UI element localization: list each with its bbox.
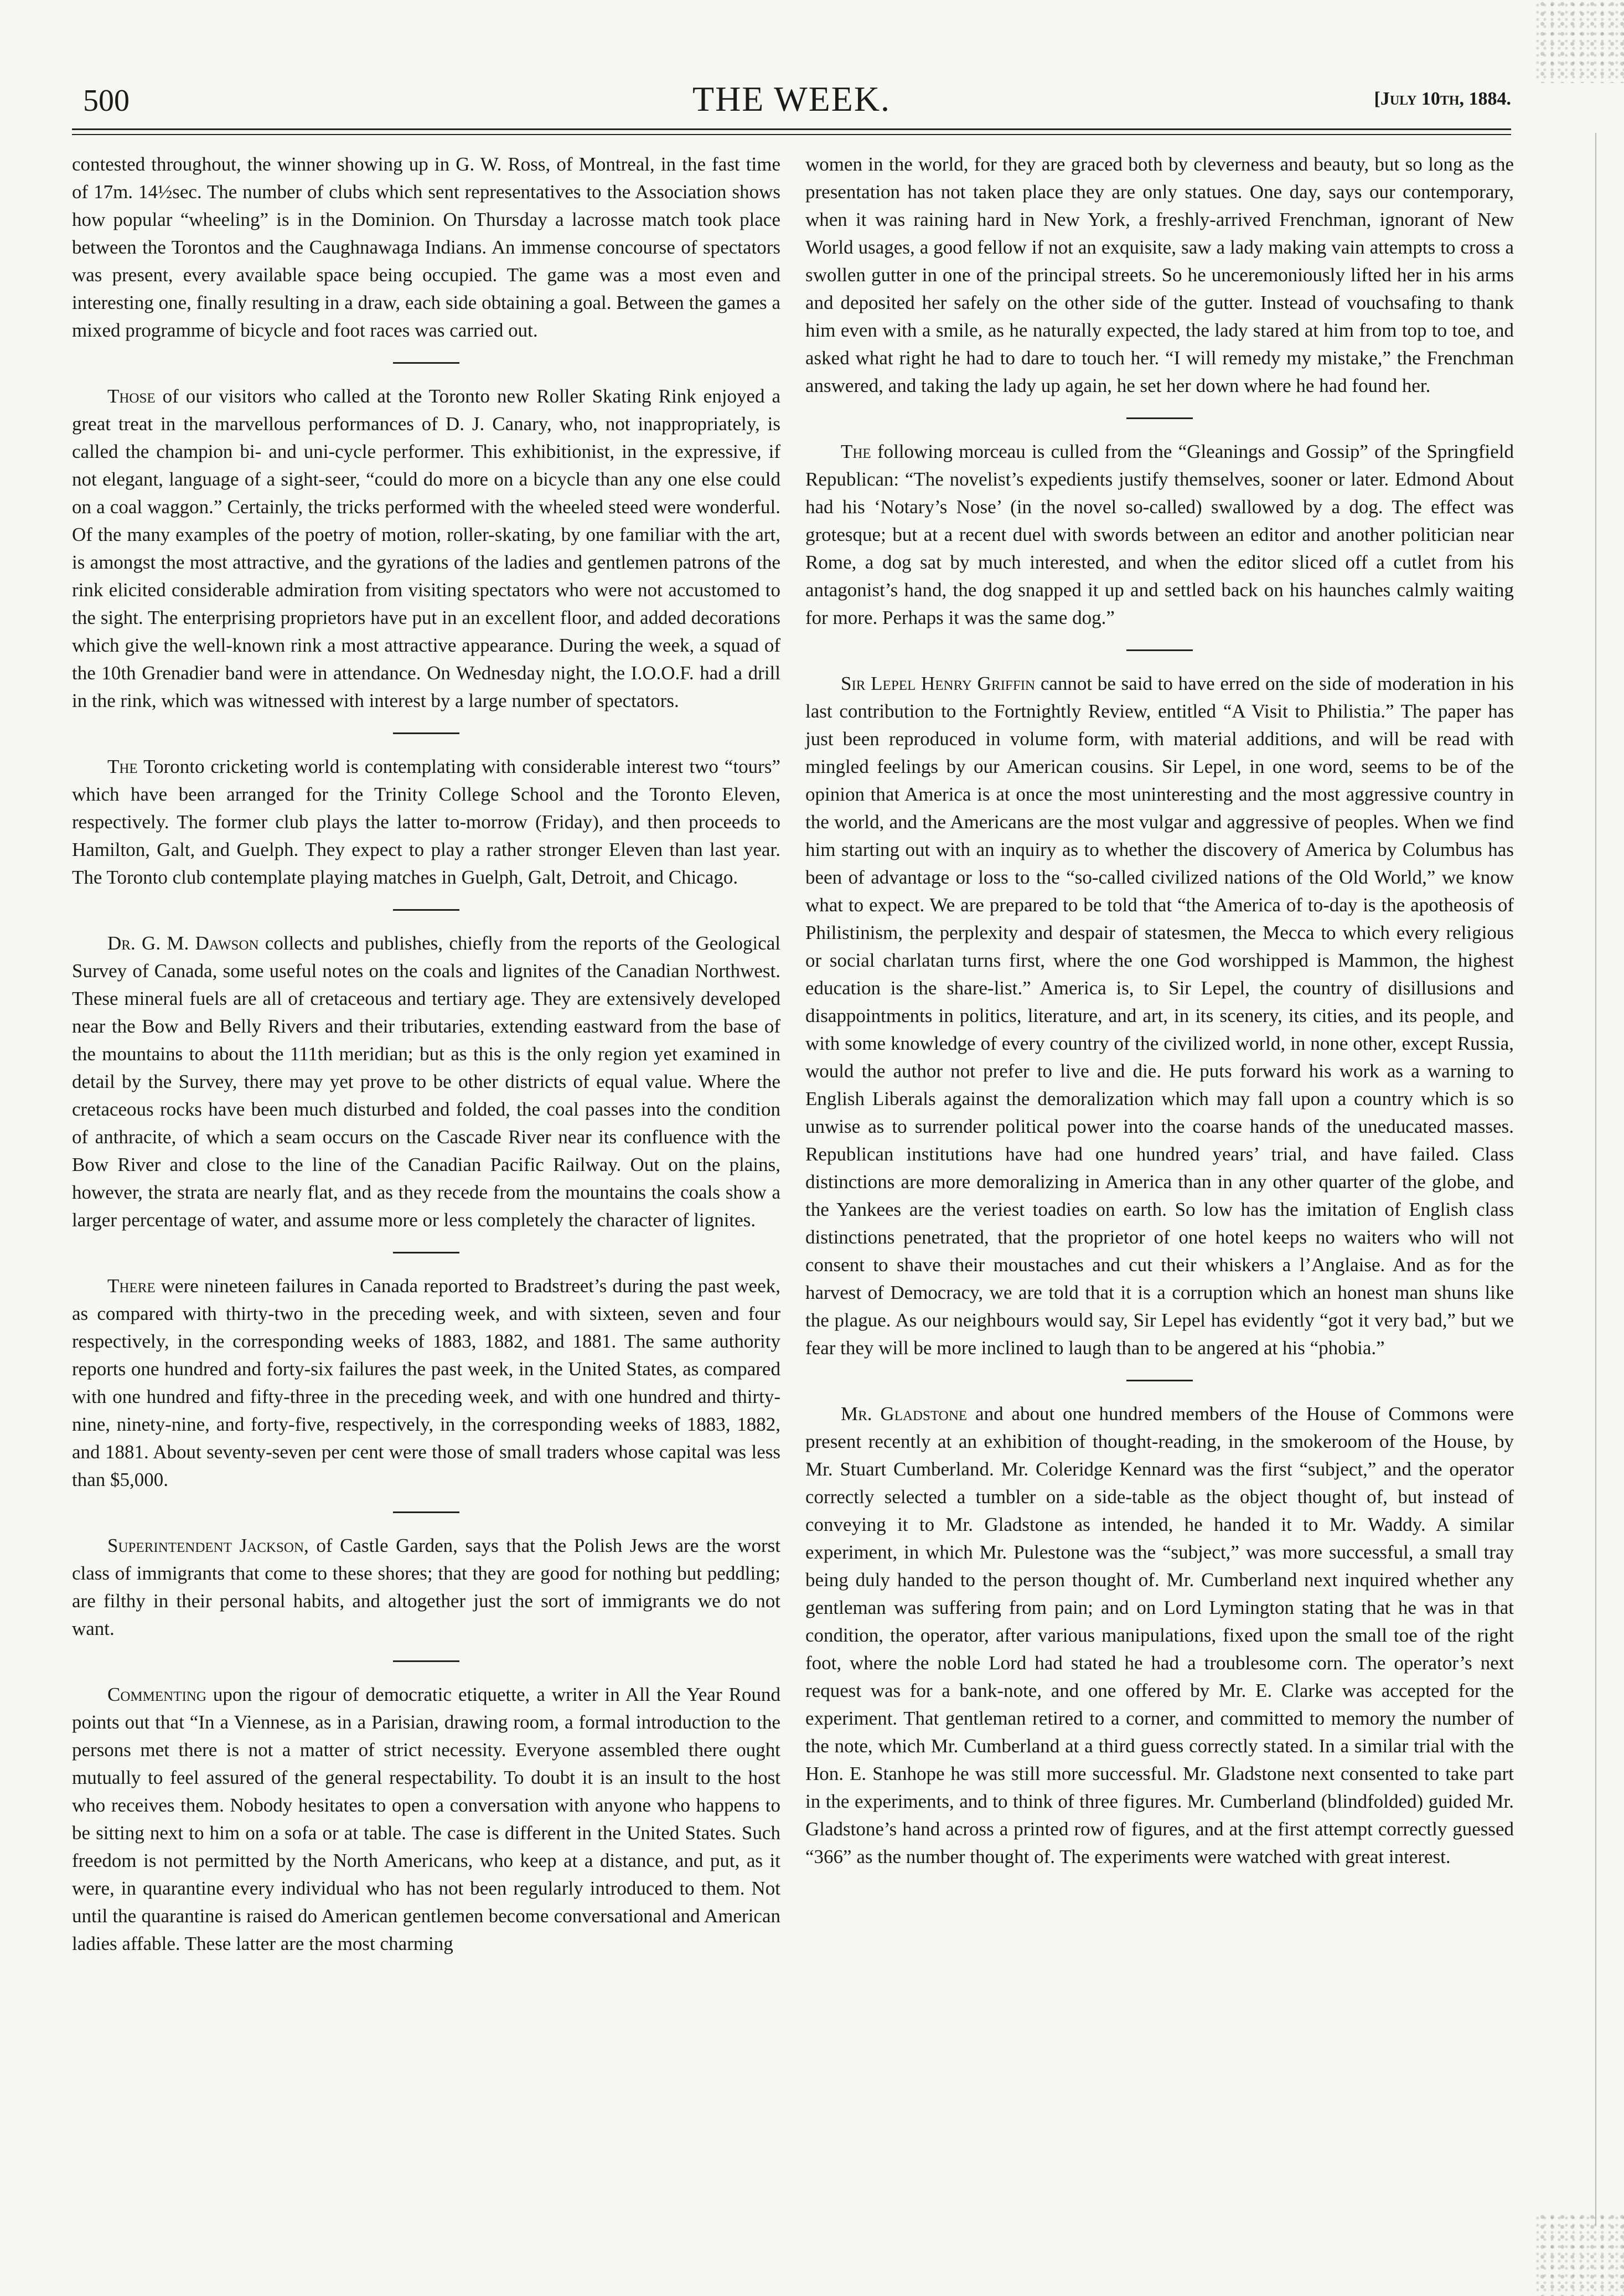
- separator-rule: [393, 1660, 459, 1662]
- separator-rule: [393, 909, 459, 911]
- scan-noise-bottom: [1535, 2213, 1624, 2296]
- paragraph-text: and about one hundred members of the House of Commons were present recently at an exhibition of thought-reading, in the smokeroom of the House, by Mr. Stuart Cumberland. Mr. Coleridge Kennard was the first “subject,” and the operator correctly selected a tumbler on a side-table as the object thought of, but instead of conveying it to Mr. Gladstone as intended, he handed it to Mr. Waddy. A similar experiment, in which Mr. Pulestone was the “subject,” was more successful, a small tray being duly handed to the person thought of. Mr. Cumberland next inquired whether any gentleman was suffering from pain; and on Lord Lymington stating that he was in that condition, the operator, after various manipulations, fixed upon the small toe of the right foot, where the noble Lord had stated he had a troublesome corn. The operator’s next request was for a bank-note, and one offered by Mr. E. Clarke was accepted for the experiment. That gentleman retired to a corner, and committed to memory the number of the note, which Mr. Cumberland at a third guess correctly stated. In a similar trial with the Hon. E. Stanhope he was still more successful. Mr. Gladstone next consented to take part in the experiments, and to think of three figures. Mr. Cumberland (blindfolded) guided Mr. Gladstone’s hand across a printed row of figures, and at the first attempt correctly guessed “366” as the number thought of. The experiments were watched with great interest.: [805, 1403, 1514, 1867]
- paragraph-wheeling-continued: contested throughout, the winner showing up in G. W. Ross, of Montreal, in the fast time of 17m. 14½sec. The number of clubs which sent representatives to the Association shows how popular “wheeling” is in the Dominion. On Thursday a lacrosse match took place between the Torontos and the Caughnawaga Indians. An immense concourse of spectators was present, every available space being occupied. The game was a most even and interesting one, finally resulting in a draw, each side obtaining a goal. Between the games a mixed programme of bicycle and foot races was carried out.: [72, 153, 780, 341]
- lead-word: The: [107, 756, 138, 777]
- page-number: 500: [83, 84, 130, 118]
- separator-rule: [393, 732, 459, 734]
- paragraph-etiquette-continued: women in the world, for they are graced both by cleverness and beauty, but so long as the presentation has not taken place they are only statues. One day, says our contemporary, when it was raining hard in New York, a freshly-arrived Frenchman, ignorant of New World usages, a good fellow if not an exquisite, saw a lady making vain attempts to cross a swollen gutter in one of the principal streets. So he unceremoniously lifted her in his arms and deposited her safely on the other side of the gutter. Instead of vouchsafing to thank him even with a smile, as he naturally expected, the lady stared at him from top to toe, and asked what right he had to dare to touch her. “I will remedy my mistake,” the Frenchman answered, and taking the lady up again, he set her down where he had found her.: [805, 153, 1514, 396]
- paragraph-text: Toronto cricketing world is contemplating with considerable interest two “tours” which have been arranged for the Trinity College School and the Toronto Eleven, respectively. The former club plays the latter to-morrow (Friday), and then proceeds to Hamilton, Galt, and Guelph. They expect to play a rather stronger Eleven than last year. The Toronto club contemplate playing matches in Guelph, Galt, Detroit, and Chicago.: [72, 756, 780, 888]
- scan-noise-top: [1535, 0, 1624, 83]
- paragraph-dawson: [72, 930, 780, 1234]
- lead-word: Superintendent Jackson,: [107, 1535, 309, 1556]
- separator-rule: [393, 1511, 459, 1513]
- lead-word: Commenting: [107, 1684, 206, 1705]
- lead-word: Dr. G. M. Dawson: [107, 932, 259, 954]
- paragraph-text: cannot be said to have erred on the side of moderation in his last contribution to the Fortnightly Review, entitled “A Visit to Philistia.” The paper has just been reproduced in volume form, with material additions, and will be read with mingled feelings by our American cousins. Sir Lepel, in one word, seems to be of the opinion that America is at once the most uninteresting and the most aggressive country in the world, and the Americans are the most vulgar and aggressive of peoples. When we find him starting out with an inquiry as to whether the discovery of America by Columbus has been of advantage or loss to the “so-called civilized nations of the Old World,” we know what to expect. We are prepared to be told that “the America of to-day is the apotheosis of Philistinism, the perplexity and despair of statesmen, the Mecca to which every religious or social charlatan turns first, where the one God worshipped is Mammon, the highest education is the share-list.” America is, to Sir Lepel, the country of disillusions and disappointments in politics, literature, and art, in its scenery, its cities, and its people, and with some knowledge of every country of the civilized world, in none other, except Russia, would the author not prefer to live and die. He puts forward his work as a warning to English Liberals against the demoralization which may fall upon a country which is so unwise as to surrender political power into the coarse hands of the uneducated masses. Republican institutions have had one hundred years’ trial, and have failed. Class distinctions are more demoralizing in America than in any other quarter of the globe, and the Yankees are the veriest toadies on earth. So low has the imitation of English class distinctions penetrated, that the proprietor of one hotel keeps no waiters who will not consent to shave their moustaches and cut their whiskers a l’Anglaise. And as for the harvest of Democracy, we are told that it is a corruption which an honest man shuns like the plague. As our neighbours would say, Sir Lepel has evidently “got it very bad,” but we fear they will be more inclined to laugh than to be angered at his “phobia.”: [805, 673, 1514, 1359]
- paragraph-cricket: [72, 753, 780, 891]
- paragraph-castle-garden: [72, 1532, 780, 1643]
- page-edge: [1595, 133, 1596, 2226]
- separator-rule: [393, 362, 459, 364]
- page-header: [72, 79, 1511, 122]
- paragraph-text: collects and publishes, chiefly from the reports of the Geological Survey of Canada, some useful notes on the coals and lignites of the Canadian Northwest. These mineral fuels are all of cretaceous and tertiary age. They are extensively developed near the Bow and Belly Rivers and their tributaries, extending eastward from the base of the mountains to about the 111th meridian; but as this is the only region yet examined in detail by the Survey, there may yet prove to be other districts of equal value. Where the cretaceous rocks have been much disturbed and folded, the coal passes into the condition of anthracite, of which a seam occurs on the Cascade River near its confluence with the Bow River and close to the line of the Canadian Pacific Railway. Out on the plains, however, the strata are nearly flat, and as they recede from the mountains the coals show a larger percentage of water, and assume more or less completely the character of lignites.: [72, 932, 780, 1231]
- header-rule-thin: [72, 134, 1511, 135]
- lead-word: Mr. Gladstone: [841, 1403, 968, 1425]
- left-column: [72, 151, 780, 1958]
- lead-word: There: [107, 1275, 156, 1297]
- lead-word: Those: [107, 385, 156, 407]
- lead-word: Sir Lepel Henry Griffin: [841, 673, 1036, 694]
- paragraph-roller-rink: [72, 383, 780, 715]
- header-rule: [72, 128, 1511, 130]
- publication-title: THE WEEK.: [692, 79, 891, 118]
- paragraph-text: upon the rigour of democratic etiquette, a writer in All the Year Round points out that “In a Viennese, as in a Parisian, drawing room, a formal introduction to the persons met there is not a matter of strict necessity. Everyone assembled there ought mutually to feel assured of the general respectability. To doubt it is an insult to the host who receives them. Nobody hesitates to open a conversation with anyone who happens to be sitting next to him on a sofa or at table. The case is different in the United States. Such freedom is not permitted by the North Americans, who keep at a distance, and put, as it were, in quarantine every individual who has not been regularly introduced to them. Not until the quarantine is raised do American gentlemen become conversational and American ladies affable. These latter are the most charming: [72, 1684, 780, 1954]
- right-column: [805, 151, 1514, 1871]
- separator-rule: [1126, 1380, 1193, 1381]
- paragraph-failures: [72, 1272, 780, 1494]
- paragraph-text: were nineteen failures in Canada reported to Bradstreet’s during the past week, as compared with thirty-two in the preceding week, and with sixteen, seven and four respectively, in the corresponding weeks of 1883, 1882, and 1881. The same authority reports one hundred and forty-six failures the past week, in the United States, as compared with one hundred and fifty-three in the preceding week, and with one hundred and thirty-nine, ninety-nine, and forty-five, respectively, in the corresponding weeks of 1883, 1882, and 1881. About seventy-seven per cent were those of small traders whose capital was less than $5,000.: [72, 1275, 780, 1490]
- separator-rule: [393, 1252, 459, 1253]
- paragraph-text: of our visitors who called at the Toronto new Roller Skating Rink enjoyed a great treat in the marvellous performances of D. J. Canary, who, not inappropriately, is called the champion bi- and uni-cycle performer. This exhibitionist, in the expressive, if not elegant, language of a sight-seer, “could do more on a bicycle than any one else could on a coal waggon.” Certainly, the tricks performed with the wheeled steed were wonderful. Of the many examples of the poetry of motion, roller-skating, by one familiar with the art, is amongst the most attractive, and the gyrations of the ladies and gentlemen patrons of the rink elicited considerable admiration from visiting spectators who were not accustomed to the sight. The enterprising proprietors have put in an excellent floor, and added decorations which give the well-known rink a most attractive appearance. During the week, a squad of the 10th Grenadier band were in attendance. On Wednesday night, the I.O.O.F. had a drill in the rink, which was witnessed with interest by a large number of spectators.: [72, 385, 780, 711]
- separator-rule: [1126, 649, 1193, 651]
- issue-date: [July 10th, 1884.: [1374, 89, 1511, 109]
- separator-rule: [1126, 417, 1193, 419]
- paragraph-text: following morceau is culled from the “Gleanings and Gossip” of the Springfield Republican: “The novelist’s expedients justify themselves, sooner or later. Edmond About had his ‘Notary’s Nose’ (in the novel so-called) swallowed by a dog. The effect was grotesque; but at a recent duel with swords between an editor and another politician near Rome, a dog sat by much interested, and when the editor sliced off a cutlet from his antagonist’s hand, the dog snapped it up and settled back on his haunches calmly waiting for more. Perhaps it was the same dog.”: [805, 441, 1514, 628]
- lead-word: The: [841, 441, 871, 462]
- paragraph-gladstone: [805, 1400, 1514, 1871]
- paragraph-etiquette: [72, 1681, 780, 1958]
- paragraph-griffin: [805, 670, 1514, 1362]
- paragraph-morceau: [805, 438, 1514, 632]
- paragraph-text: of Castle Garden, says that the Polish Jews are the worst class of immigrants that come to these shores; that they are good for nothing but peddling; are filthy in their personal habits, and altogether just the sort of immigrants we do not want.: [72, 1535, 780, 1639]
